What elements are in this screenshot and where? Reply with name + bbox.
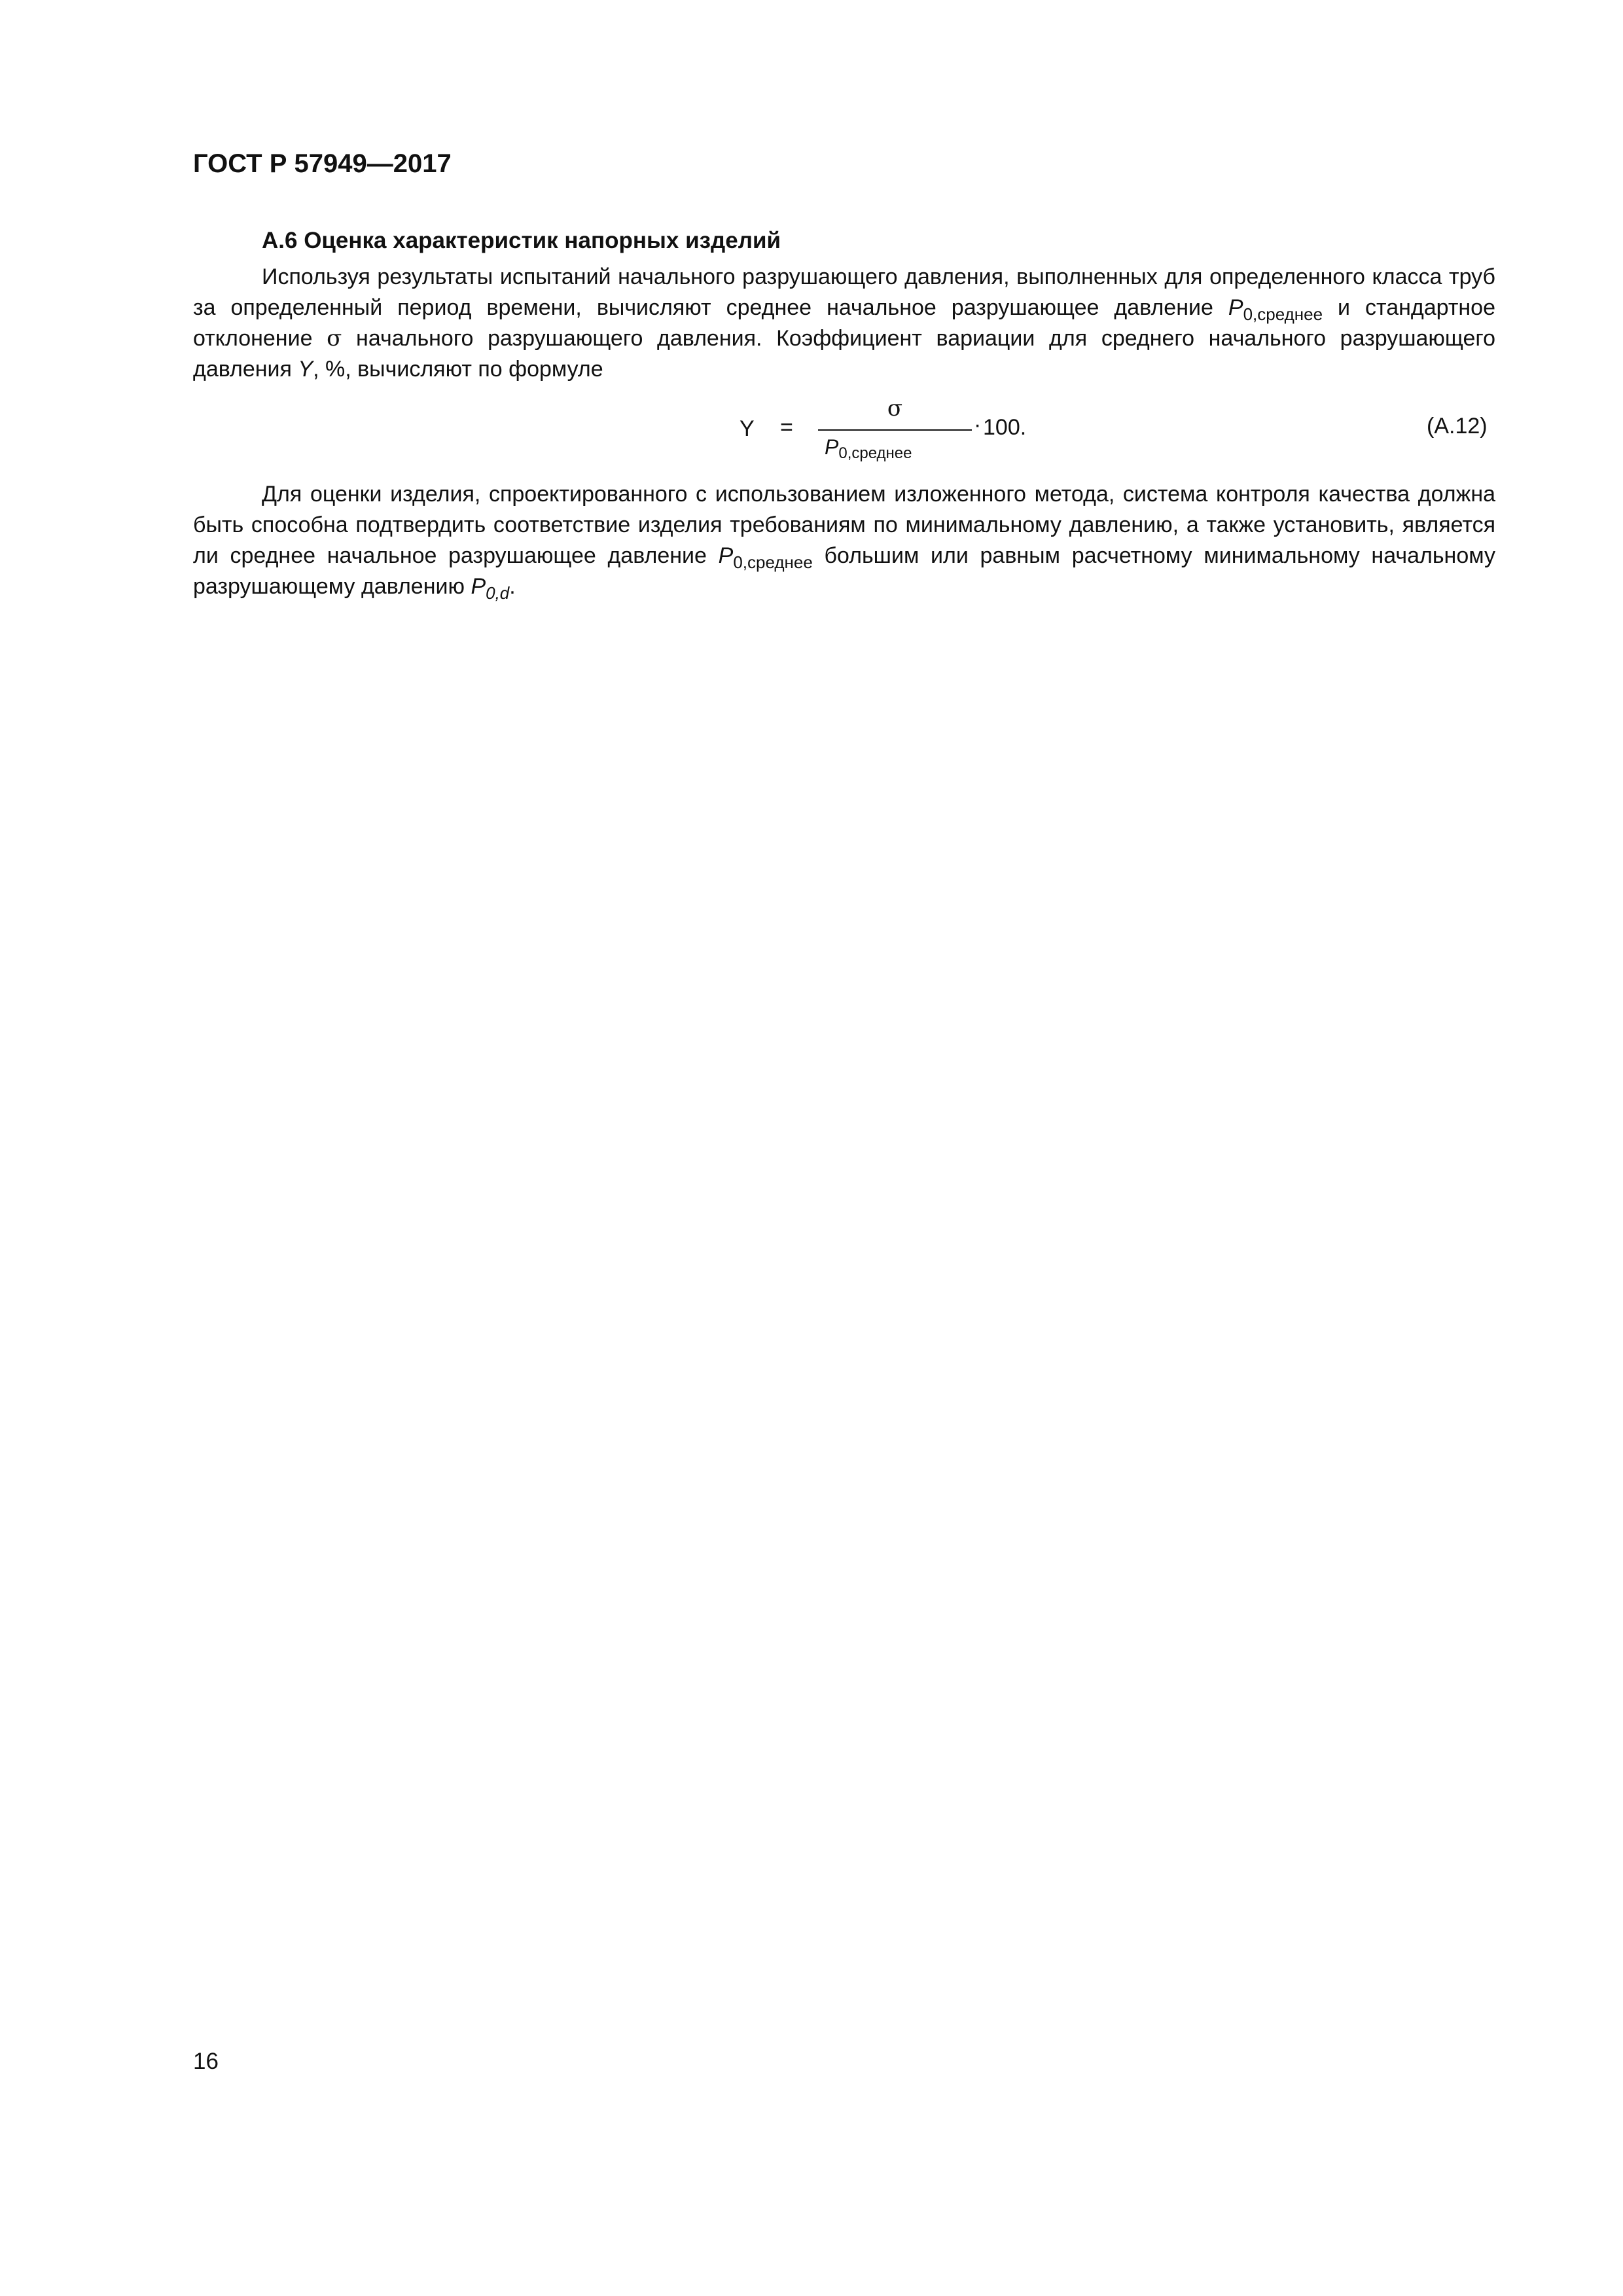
sub-mean-2: 0,среднее — [733, 552, 813, 572]
paragraph-assessment-text-1: Для оценки изделия, спроектированного с использованием изложенного метода, система контроля качества должна быть способна подтвердить соответствие изделия требованиям по минимальному давлению, а также установить, является ли среднее начальное разрушающее давление — [193, 482, 1495, 568]
paragraph-assessment — [193, 479, 1495, 602]
section-heading: А.6 Оценка характеристик напорных изделий — [262, 228, 781, 253]
document-code: ГОСТ Р 57949—2017 — [193, 149, 452, 178]
paragraph-intro — [193, 262, 1495, 385]
var-p-mean-2: P — [718, 543, 734, 568]
sub-mean: 0,среднее — [1243, 304, 1323, 324]
var-y: Y — [298, 357, 313, 382]
formula-dot: · — [974, 412, 982, 437]
formula-number: (А.12) — [1427, 414, 1488, 439]
formula-denominator-sub: 0,среднее — [838, 444, 912, 462]
formula-lhs: Y — [740, 416, 755, 441]
var-p-d: P — [471, 574, 486, 599]
paragraph-assessment-text-2: большим или равным расчетному минимальному начальному разрушающему давлению — [193, 543, 1495, 599]
sigma-symbol: σ — [327, 325, 342, 351]
formula-numerator: σ — [887, 395, 903, 422]
paragraph-assessment-end: . — [509, 574, 516, 599]
paragraph-intro-text-1: Используя результаты испытаний начального разрушающего давления, выполненных для определенного класса труб за определенный период времени, вычисляют среднее начальное разрушающее давление — [193, 264, 1495, 320]
sub-d: 0,d — [486, 583, 510, 603]
formula-equals: = — [780, 415, 793, 440]
formula-denominator-var: P — [825, 435, 839, 459]
paragraph-intro-text-4: , %, вычисляют по формуле — [313, 357, 603, 382]
fraction-bar — [818, 429, 972, 431]
paragraph-intro-text-2: и стандартное отклонение — [193, 295, 1495, 351]
formula-multiplier: 100. — [983, 415, 1027, 440]
var-p-mean: P — [1228, 295, 1243, 320]
formula-denominator — [825, 435, 912, 463]
page-number: 16 — [193, 2049, 219, 2074]
paragraph-intro-text-3: начального разрушающего давления. Коэффициент вариации для среднего начального разрушающего давления — [193, 326, 1495, 382]
